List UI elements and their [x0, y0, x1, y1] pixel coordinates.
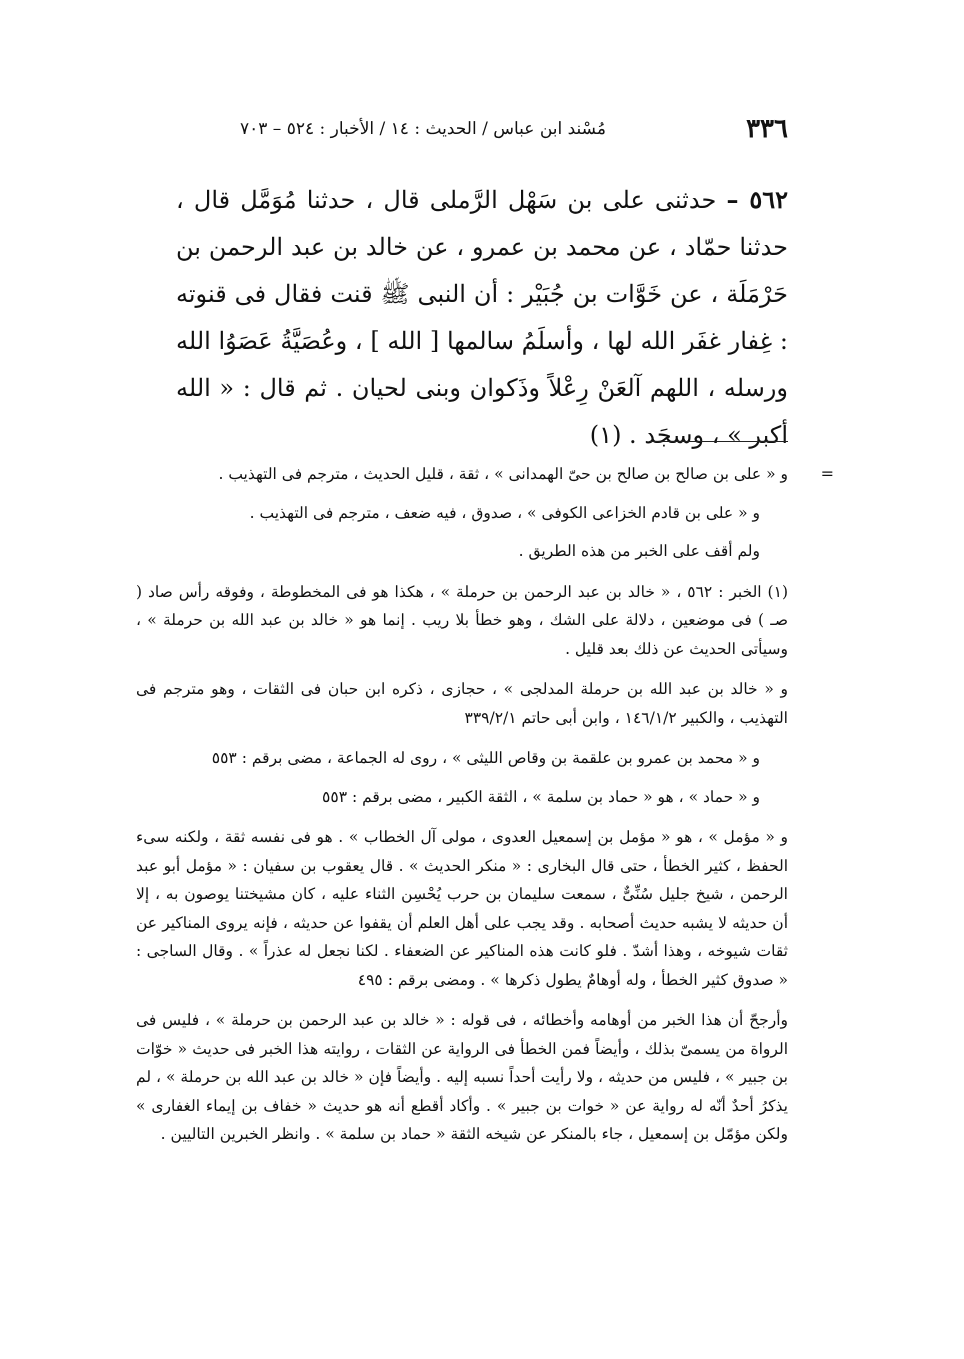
footnote-paragraph: و « حماد » ، هو « حماد بن سلمة » ، الثقة الكبير ، مضى برقم : ٥٥٣ — [322, 787, 760, 806]
footnote-paragraph: و « محمد بن عمرو بن علقمة بن وقاص الليثى » ، روى له الجماعة ، مضى برقم : ٥٥٣ — [211, 749, 760, 767]
hadith-text-block — [176, 176, 788, 459]
footnote-separator — [650, 441, 788, 442]
footnote-text: و « على بن صالح بن صالح بن حىّ الهمدانى » ، ثقة ، قليل الحديث ، مترجم فى التهذيب . — [218, 465, 788, 483]
footnote-paragraph: و « مؤمل » ، هو « مؤمل بن إسمعيل العدوى ، مولى آل الخطاب » . هو فى نفسه ثقة ، ولكنه سىء الحفظ ، كثير الخطأ ، حتى قال البخارى : « منكر الحديث » . قال يعقوب بن سفيان : « مؤمل أبو عبد الرحمن ، شيخ جليل سُنِّىٌّ ، سمعت سليمان بن حرب يُحْسِن الثناء عليه ، كان مشيختنا يوصون به ، إلا أن حديثه لا يشبه حديث أصحابه . وقد يجب على أهل العلم أن يقفوا عن حديثه ، فإنه يروى المناكير عن ثقات شيوخه ، وهذا أشدّ . فلو كانت هذه المناكير عن الضعفاء . لكنا نجعل له عذراً » . وقال الساجى : « صدوق كثير الخطأ ، وله أوهامٌ يطول ذكرها » . ومضى برقم : ٤٩٥ — [136, 828, 789, 989]
hadith-paragraph — [176, 176, 788, 459]
footnote-paragraph — [136, 460, 834, 489]
footnote-paragraph: وأرجحّ أن هذا الخبر من أوهامه وأخطائه ، فى قوله : « خالد بن عبد الرحمن بن حرملة » ، فليس فى الرواة من يسمىّ بذلك ، وأيضاً فمن الخطأ فى الرواية عن الثقات ، روايته هذا الخبر فى حديث « خوّات بن جبير » ، فليس من حديثه ، ولا رأيت أحداً نسبه إليه . وأيضاً فإن « خالد بن عبد الله بن حرملة » ، لم يذكرُ أحدٌ أنّه له رواية عن « خوات بن جبير » . وأكاد أقطع أنه هو حديث « خفاف بن إيماء الغفارى » ولكن مؤمّل بن إسمعيل ، جاء بالمنكر عن شيخه الثقة « حماد بن سلمة » . وانظر الخبرين التاليين . — [136, 1011, 788, 1143]
page-number: ٣٣٦ — [746, 114, 788, 144]
running-head: مُسْند ابن عباس / الحديث : ١٤ / الأخبار : ٥٢٤ – ٧٠٣ — [240, 119, 606, 139]
footnote-paragraph: و « خالد بن عبد الله بن حرملة المدلجى » ، حجازى ، ذكره ابن حبان فى الثقات ، وهو مترجم فى التهذيب ، والكبير ١٤٦/١/٢ ، وابن أبى حاتم ٣٣٩/٢/١ — [136, 680, 788, 727]
footnote-paragraph: و « على بن قادم الخزاعى الكوفى » ، صدوق ، فيه ضعف ، مترجم فى التهذيب . — [249, 503, 760, 522]
hadith-body: حدثنى على بن سَهْل الرَّملى قال ، حدثنا مُوَمَّل قال ، حدثنا حمّاد ، عن محمد بن عمرو ، عن خالد بن عبد الرحمن بن حَرْمَلَة ، عن خَوَّات بن جُبَيْر : أن النبى ﷺ قنت فقال فى قنوته : غِفار غفَر الله لها ، وأسلَمُ سالمها [ الله ] ، وعُصَيَّةُ عَصَوُا الله ورسله ، اللهم آلعَنْ رِعْلاً وذَكوان وبنى لحيان . ثم قال : « الله أكبر » ، وسجَد . (١) — [176, 186, 788, 449]
page-header — [240, 112, 788, 146]
hadith-number: ٥٦٢ – — [726, 185, 788, 214]
continuation-mark: = — [820, 464, 834, 483]
footnote-paragraph: ولم أقف على الخبر من هذه الطريق . — [518, 542, 760, 560]
footnotes — [136, 460, 834, 1161]
footnote-paragraph: (١) الخبر : ٥٦٢ ، « خالد بن عبد الرحمن بن حرملة » ، هكذا هو فى المخطوطة ، وفوقه رأس صاد ( صـ ) فى موضعين ، دلالة على الشك ، وهو خطأ بلا ريب . إنما هو « خالد بن عبد الله بن حرملة » ، وسيأتى الحديث عن ذلك بعد قليل . — [136, 582, 788, 658]
